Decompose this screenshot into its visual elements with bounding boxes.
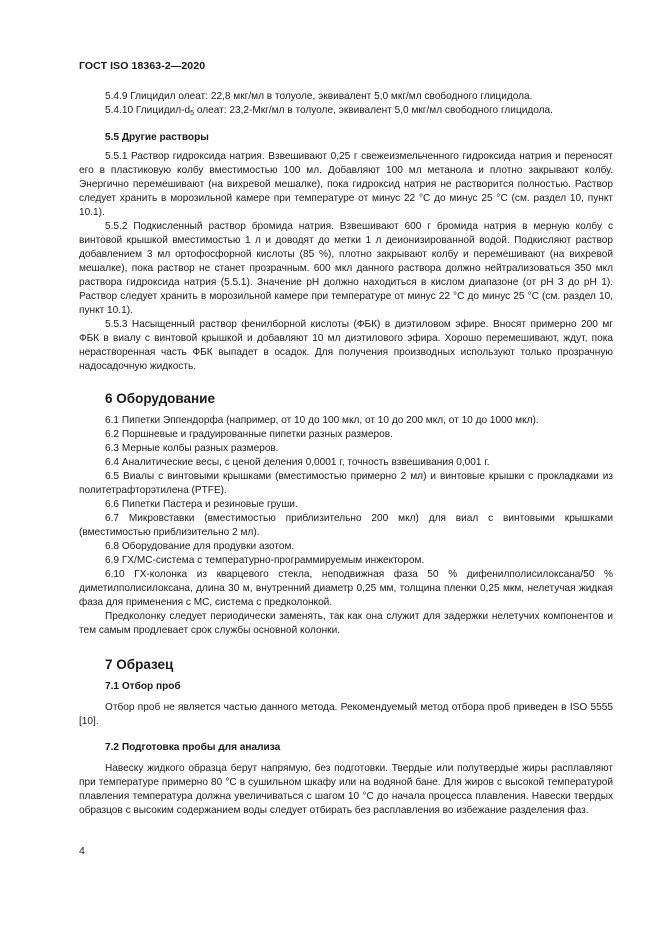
paragraph-5-5-3: 5.5.3 Насыщенный раствор фенилборной кислоты (ФБК) в диэтиловом эфире. Вносят примерно 200 мг ФБК в виалу с винтовой крышкой и добавляют 10 мл диэтилового эфира. Хорошо перемешивают, ждут, пока нерастворенная часть ФБК выпадет в осадок. Для получения производных используют только прозрачную надосадочную жидкость.: [79, 319, 613, 372]
item-5-4-10-subscript: 5: [190, 110, 195, 117]
section-7-1-heading: 7.1 Отбор проб: [105, 681, 181, 692]
page-number: 4: [79, 845, 85, 857]
page-content: [79, 90, 613, 818]
item-5-4-10: [79, 104, 613, 121]
item-6-3: 6.3 Мерные колбы разных размеров.: [105, 443, 279, 454]
section-5-5-heading: 5.5 Другие растворы: [105, 132, 209, 143]
item-6-8: 6.8 Оборудование для продувки азотом.: [105, 541, 295, 552]
section-7-2-heading: 7.2 Подготовка пробы для анализа: [105, 742, 281, 753]
item-6-9: 6.9 ГХ/МС-система с температурно-программируемым инжектором.: [105, 555, 425, 566]
item-6-7: 6.7 Микровставки (вместимостью приблизительно 200 мкл) для виал с винтовыми крышками (вместимостью приблизительно 2 мл).: [79, 513, 613, 538]
paragraph-5-5-1: 5.5.1 Раствор гидроксида натрия. Взвешивают 0,25 г свежеизмельченного гидроксида натрия и переносят его в пластиковую колбу вместимостью 100 мл. Добавляют 100 мл метанола и плотно закрывают колбу. Энергично перемешивают (на вихревой мешалке), пока гидроксид натрия не растворится полностью. Раствор следует хранить в морозильной камере при температуре от минус 22 °C до минус 25 °C (см. раздел 10, пункт 10.1).: [79, 151, 613, 218]
section-6-heading: 6 Оборудование: [105, 391, 215, 406]
section-7-heading: 7 Образец: [105, 657, 174, 672]
paragraph-7-2: Навеску жидкого образца берут напрямую, без подготовки. Твердые или полутвердые жиры расплавляют при температуре примерно 80 °C в сушильном шкафу или на водяной бане. Для жиров с высокой температурой плавления температура должна увеличиваться с шагом 10 °C до начала процесса плавления. Навески твердых образцов с высоким содержанием воды следует отбирать без расплавления во избежание разделения фаз.: [79, 763, 613, 816]
item-6-5: 6.5 Виалы с винтовыми крышками (вместимостью примерно 2 мл) и винтовые крышки с прокладками из политетрафторэтилена (PTFE).: [79, 471, 613, 496]
paragraph-7-1: Отбор проб не является частью данного метода. Рекомендуемый метод отбора проб приведен в ISO 5555 [10].: [79, 702, 613, 727]
item-6-4: 6.4 Аналитические весы, с ценой деления 0,0001 г, точность взвешивания 0,001 г.: [105, 457, 490, 468]
paragraph-5-5-2: 5.5.2 Подкисленный раствор бромида натрия. Взвешивают 600 г бромида натрия в мерную колбу с винтовой крышкой вместимостью 1 л и доводят до метки 1 л деионизированной водой. Подкисляют раствор добавлением 3 мл ортофосфорной кислоты (85 %), плотно закрывают колбу и перемешивают (на вихревой мешалке), пока раствор не станет прозрачным. 600 мкл данного раствора должно нейтрализоваться 350 мкл раствора гидроксида натрия (5.5.1). Значение pH должно находиться в кислом диапазоне (от pH 3 до pH 1). Раствор следует хранить в морозильной камере при температуре от минус 22 °C до минус 25 °C (см. раздел 10, пункт 10.1).: [79, 221, 613, 316]
item-6-6: 6.6 Пипетки Пастера и резиновые груши.: [105, 499, 298, 510]
item-5-4-10-suffix: олеат: 23,2-Мкг/мл в толуоле, эквивалент 5,0 мкг/мл свободного глицидола.: [194, 105, 553, 116]
item-5-4-10-prefix: 5.4.10 Глицидил-d: [105, 105, 191, 116]
document-header: ГОСТ ISO 18363-2—2020: [79, 60, 206, 72]
item-6-1: 6.1 Пипетки Эппендорфа (например, от 10 до 100 мкл, от 10 до 200 мкл, от 10 до 1000 мкл).: [105, 415, 539, 426]
item-5-4-9: 5.4.9 Глицидил олеат: 22,8 мкг/мл в толуоле, эквивалент 5,0 мкг/мл свободного глицидола.: [105, 91, 533, 102]
item-6-10: 6.10 ГХ-колонка из кварцевого стекла, неподвижная фаза 50 % дифенилполисилоксана/50 % диметилполисилоксана, длина 30 м, внутренний диаметр 0,25 мм, толщина пленки 0,25 мкм, нелетучая жидкая фаза для применения с МС, система с предколонкой.: [79, 569, 613, 608]
item-6-2: 6.2 Поршневые и градуированные пипетки разных размеров.: [105, 429, 393, 440]
precolumn-note: Предколонку следует периодически заменять, так как она служит для задержки нелетучих компонентов и тем самым продлевает срок службы основной колонки.: [79, 611, 613, 636]
